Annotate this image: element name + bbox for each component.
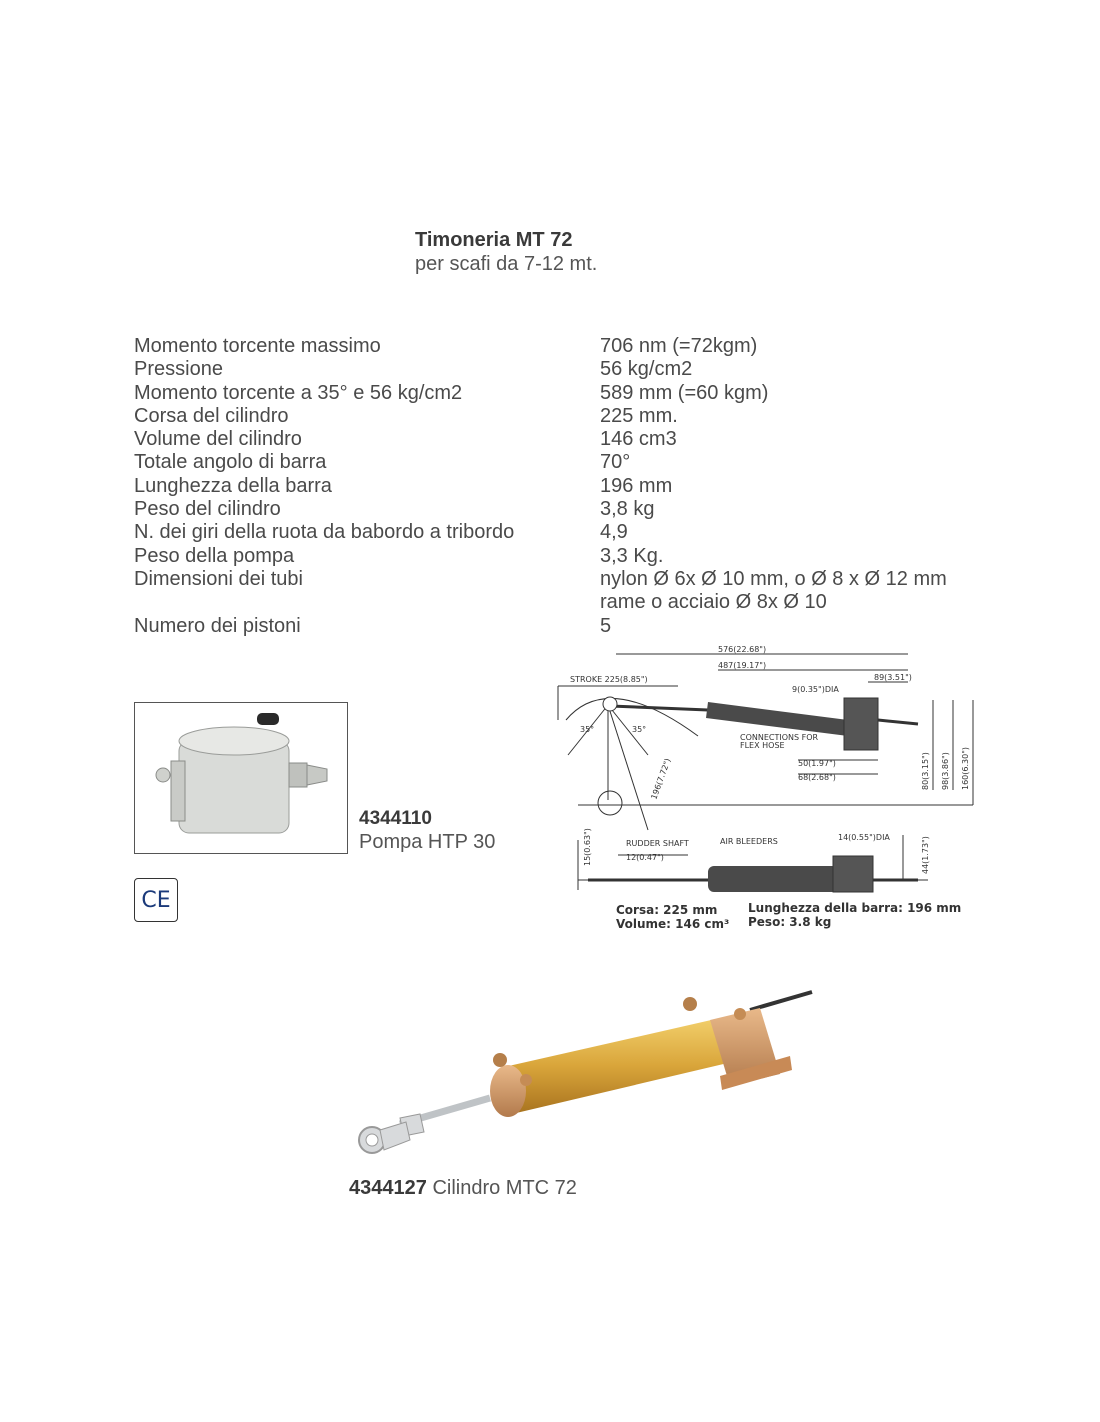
hydraulic-pump-icon	[135, 703, 347, 853]
dim-44: 44(1.73")	[921, 836, 930, 874]
angle-right: 35°	[632, 725, 647, 734]
spec-row	[134, 591, 1034, 614]
dim-576: 576(22.68")	[718, 645, 767, 654]
flex-hose-label: FLEX HOSE	[740, 741, 785, 750]
cylinder-code: 4344127	[349, 1177, 427, 1199]
air-bleeders-label: AIR BLEEDERS	[720, 837, 778, 846]
spec-label: Totale angolo di barra	[134, 451, 327, 474]
dim-487: 487(19.17")	[718, 661, 767, 670]
cylinder-name: Cilindro MTC 72	[432, 1177, 577, 1199]
peso-label: Peso: 3.8 kg	[748, 915, 832, 929]
spec-value: 225 mm.	[600, 404, 678, 427]
dim-160: 160(6.30")	[961, 746, 970, 790]
dim-89: 89(3.51")	[874, 673, 912, 682]
spec-label: Lunghezza della barra	[134, 474, 332, 497]
spec-value: 196 mm	[600, 474, 673, 497]
dim-9: 9(0.35")DIA	[792, 685, 839, 694]
spec-value: 589 mm (=60 kgm)	[600, 381, 769, 404]
angle-left: 35°	[580, 725, 595, 734]
spec-label: Peso del cilindro	[134, 498, 281, 521]
spec-row	[134, 451, 1034, 474]
page-title: Timoneria MT 72	[415, 229, 573, 251]
spec-value: nylon Ø 6x Ø 10 mm, o Ø 8 x Ø 12 mm	[600, 567, 947, 590]
spec-row	[134, 428, 1034, 451]
spec-row	[134, 475, 1034, 498]
dim-68: 68(2.68")	[798, 773, 836, 782]
hydraulic-cylinder-icon	[350, 990, 820, 1160]
spec-label	[134, 591, 600, 614]
spec-label: N. dei giri della ruota da babordo a tribordo	[134, 521, 515, 544]
cylinder-caption	[349, 1177, 577, 1200]
spec-value: 70°	[600, 451, 631, 474]
technical-drawing	[548, 640, 988, 940]
rudder-shaft-label: RUDDER SHAFT	[626, 839, 689, 848]
corsa-label: Corsa: 225 mm	[616, 903, 718, 917]
spec-label: Volume del cilindro	[134, 428, 302, 451]
spec-row	[134, 568, 1034, 591]
dim-stroke: STROKE 225(8.85")	[570, 675, 648, 684]
pump-image-frame	[134, 702, 348, 854]
spec-value: 4,9	[600, 521, 628, 544]
spec-row	[134, 335, 1034, 358]
dim-98: 98(3.86")	[941, 752, 950, 790]
ce-mark-icon: CE	[134, 878, 178, 922]
pump-name: Pompa HTP 30	[359, 831, 496, 853]
spec-label: Corsa del cilindro	[134, 404, 289, 427]
spec-label: Momento torcente a 35° e 56 kg/cm2	[134, 381, 463, 404]
page-subtitle: per scafi da 7-12 mt.	[415, 253, 598, 275]
dim-15: 15(0.63")	[583, 828, 592, 866]
dim-196: 196(7.72")	[649, 757, 673, 801]
spec-row	[134, 498, 1034, 521]
dim-14: 14(0.55")DIA	[838, 833, 890, 842]
connections-label: CONNECTIONS FOR	[740, 733, 819, 742]
spec-label: Peso della pompa	[134, 544, 295, 567]
spec-value: 3,8 kg	[600, 498, 655, 521]
spec-value: rame o acciaio Ø 8x Ø 10	[600, 591, 827, 614]
spec-value: 146 cm3	[600, 428, 677, 451]
spec-row	[134, 521, 1034, 544]
spec-value: 3,3 Kg.	[600, 544, 664, 567]
spec-value: 706 nm (=72kgm)	[600, 335, 758, 357]
dim-12: 12(0.47")	[626, 853, 664, 862]
spec-row	[134, 382, 1034, 405]
spec-table	[134, 335, 1034, 638]
dim-50: 50(1.97")	[798, 759, 836, 768]
dim-80: 80(3.15")	[921, 752, 930, 790]
spec-row	[134, 615, 1034, 638]
spec-label: Pressione	[134, 358, 223, 381]
spec-row	[134, 358, 1034, 381]
spec-value: 5	[600, 614, 612, 637]
spec-value: 56 kg/cm2	[600, 358, 693, 381]
spec-label: Momento torcente massimo	[134, 335, 381, 357]
volume-label: Volume: 146 cm³	[616, 917, 730, 931]
spec-row	[134, 405, 1034, 428]
spec-label: Numero dei pistoni	[134, 614, 301, 637]
spec-label: Dimensioni dei tubi	[134, 567, 303, 590]
spec-row	[134, 545, 1034, 568]
pump-code: 4344110	[359, 808, 432, 829]
lunghezza-label: Lunghezza della barra: 196 mm	[748, 901, 962, 915]
